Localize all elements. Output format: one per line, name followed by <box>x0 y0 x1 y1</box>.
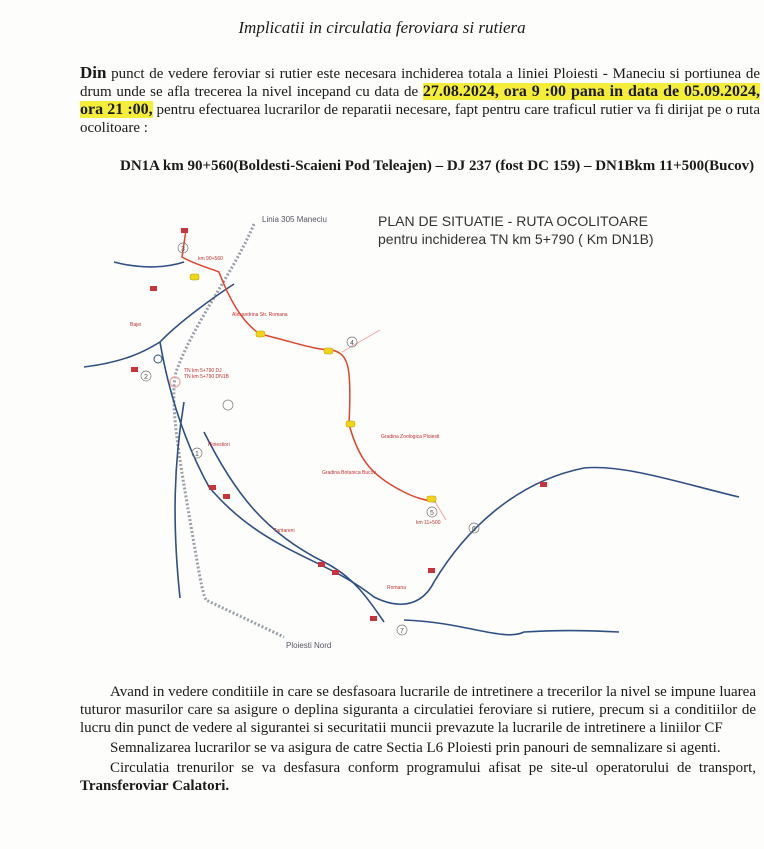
label-str-romana: Alexandrina Str. Romana <box>232 312 288 318</box>
closing-section <box>80 683 756 797</box>
marker-3 <box>178 243 188 253</box>
closing-text: Circulatia trenurilor se va desfasura conform programului afisat pe site-ul operatorului de transport, <box>110 760 756 776</box>
intro-text-2: pentru efectuarea lucrarilor de reparatii necesare, fapt pentru care traficul rutier va fi dirijat pe o ruta ocolitoare : <box>80 102 760 136</box>
closure-marker <box>223 494 230 499</box>
detour-sign <box>427 496 436 502</box>
svg-text:5: 5 <box>430 510 434 517</box>
svg-text:7: 7 <box>400 628 404 635</box>
closure-marker <box>318 562 325 567</box>
svg-text:3: 3 <box>181 246 185 253</box>
road-vertical <box>175 402 184 598</box>
document-title: Implicatii in circulatia feroviara si rutiera <box>238 18 526 37</box>
closure-marker <box>131 367 138 372</box>
closure-marker <box>150 286 157 291</box>
detour-sign <box>190 274 199 280</box>
svg-text:4: 4 <box>350 340 354 347</box>
label-tantareni: Tantareni <box>274 528 295 534</box>
closure-period: 27.08.2024, ora 9 :00 pana in data de 05.09.2024, ora 21 :00, <box>80 83 761 118</box>
closure-markers <box>131 228 547 621</box>
svg-text:6: 6 <box>472 526 476 533</box>
detour-signs <box>190 274 436 502</box>
detour-route: DN1A km 90+560(Boldesti-Scaieni Pod Teleajen) – DJ 237 (fost DC 159) – DN1Bkm 11+500(Bucov) <box>120 158 755 174</box>
detour-spur-4 <box>342 330 380 352</box>
marker-6 <box>469 523 479 533</box>
road-bajei <box>114 262 184 267</box>
label-ploiesti-nord: Ploiesti Nord <box>286 641 332 650</box>
closing-paragraph-1: Avand in vedere conditiile in care se desfasoara lucrarile de intretinere a trecerilor la nivel se impune luarea tuturor masurilor care sa asigure o deplina siguranta a circulatiei feroviare si rutiere, precum si a conditiilor de lucru din punct de vedere al sigurantei si securitatii muncii prevazute la lucrarile de intretinere a liniilor CF <box>80 684 756 736</box>
marker-5 <box>427 507 437 517</box>
label-gradina-bot: Gradina Botanica Bucov <box>322 470 376 476</box>
road-dn1b <box>204 432 384 622</box>
closure-marker <box>332 570 339 575</box>
detour-sign <box>256 331 265 337</box>
marker-7 <box>397 625 407 635</box>
map-heading-1: PLAN DE SITUATIE - RUTA OCOLITOARE <box>378 213 648 229</box>
closure-marker <box>181 228 188 233</box>
road-north <box>160 284 234 342</box>
detour-sign <box>346 421 355 427</box>
closure-marker <box>428 568 435 573</box>
marker-4 <box>347 337 357 347</box>
label-km90: km 90+560 <box>198 256 223 262</box>
marker-1 <box>192 448 202 458</box>
detour-sign <box>324 348 333 354</box>
intro-paragraph <box>80 64 760 137</box>
operator-name: Transferoviar Calatori. <box>80 778 230 794</box>
label-romana: Romana <box>387 585 406 591</box>
closing-paragraph-2: Semnalizarea lucrarilor se va asigura de catre Sectia L6 Ploiesti prin panouri de semnalizare si agenti. <box>110 740 721 756</box>
label-line305: Linia 305 Maneciu <box>262 215 327 224</box>
label-gradina-zoo: Gradina Zoologica Ploiesti <box>381 434 440 440</box>
marker-2 <box>141 371 151 381</box>
label-tn-2: TN km 5+790 DN1B <box>184 374 229 380</box>
railway-line-305 <box>174 224 284 637</box>
label-km11: km 11+500 <box>416 520 441 526</box>
intro-lead: Din <box>80 63 107 82</box>
intro-text-1: punct de vedere feroviar si rutier este necesara inchiderea totala a liniei Ploiesti - Maneciu si portiunea de drum unde se afla trecerea la nivel incepand cu data de <box>80 66 760 100</box>
junction-circle <box>154 355 162 363</box>
label-bajei: Bajei <box>130 322 142 328</box>
closure-marker <box>209 485 216 490</box>
map-heading-2: pentru inchiderea TN km 5+790 ( Km DN1B) <box>378 231 654 247</box>
closure-marker <box>370 616 377 621</box>
empty-circle <box>223 400 233 410</box>
label-ploiestiori: Ploiestiori <box>208 442 230 448</box>
road-southeast <box>404 620 619 635</box>
closure-marker <box>540 482 547 487</box>
svg-text:1: 1 <box>195 451 199 458</box>
detour-spur-5 <box>434 500 446 520</box>
situation-map <box>84 202 754 662</box>
label-tn-1: TN km 5+790 DJ <box>184 368 222 374</box>
svg-text:2: 2 <box>144 374 148 381</box>
closing-paragraph-3 <box>80 759 756 795</box>
